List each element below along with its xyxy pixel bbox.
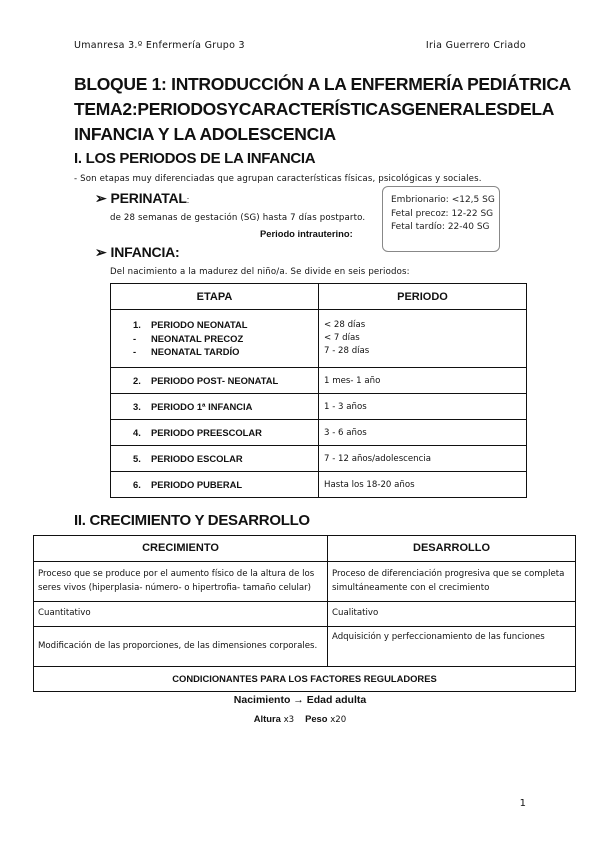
stage-cell bbox=[111, 420, 319, 446]
table-row bbox=[111, 368, 527, 394]
section-2-heading: II. CRECIMIENTO Y DESARROLLO bbox=[74, 512, 310, 529]
note-line: Fetal precoz: 12-22 SG bbox=[391, 208, 494, 219]
height-label: Altura bbox=[253, 713, 281, 724]
weight-value: x20 bbox=[330, 715, 347, 725]
period-cell bbox=[319, 310, 527, 368]
title-word: CARACTERÍSTICAS bbox=[238, 99, 402, 119]
table-header-cell: DESARROLLO bbox=[328, 536, 576, 562]
section-1-heading: I. LOS PERIODOS DE LA INFANCIA bbox=[74, 150, 316, 167]
stage-cell bbox=[111, 310, 319, 368]
arrow-bullet-icon: ➢ bbox=[95, 244, 107, 260]
period-value: < 7 días bbox=[324, 332, 360, 343]
table-row bbox=[34, 602, 576, 627]
table-row bbox=[111, 472, 527, 498]
stage-label: PERIODO PREESCOLAR bbox=[151, 427, 262, 438]
title-line-3: INFANCIA Y LA ADOLESCENCIA bbox=[74, 124, 336, 144]
note-line: Fetal tardío: 22-40 SG bbox=[391, 222, 490, 232]
infancia-label: INFANCIA: bbox=[110, 244, 180, 260]
table-header-cell: ETAPA bbox=[111, 284, 319, 310]
perinatal-suffix: : bbox=[186, 195, 190, 205]
period-value: < 28 días bbox=[324, 319, 366, 330]
stage-number: - bbox=[133, 346, 137, 358]
table-row bbox=[111, 394, 527, 420]
periods-table bbox=[110, 283, 527, 498]
table-header-cell: CRECIMIENTO bbox=[34, 536, 328, 562]
title-word: 2: bbox=[122, 99, 138, 119]
table-cell: Proceso de diferenciación progresiva que se completa simultáneamente con el crecimiento bbox=[328, 562, 576, 602]
stage-number: 1. bbox=[133, 319, 141, 331]
infancia-description: Del nacimiento a la madurez del niño/a. Se divide en seis periodos: bbox=[110, 267, 410, 277]
infancia-heading bbox=[95, 244, 180, 261]
title-word: LA bbox=[531, 99, 555, 119]
stage-number: - bbox=[133, 332, 137, 344]
stage-label: PERIODO ESCOLAR bbox=[151, 453, 243, 464]
title-word: PERIODOS bbox=[137, 99, 228, 119]
table-row bbox=[34, 627, 576, 667]
growth-multipliers bbox=[0, 713, 600, 725]
table-footer-cell: CONDICIONANTES PARA LOS FACTORES REGULADORES bbox=[34, 667, 576, 692]
stage-number: 3. bbox=[133, 401, 141, 412]
period-cell: 1 mes- 1 año bbox=[319, 368, 527, 394]
table-header-row bbox=[34, 536, 576, 562]
stage-number: 4. bbox=[133, 427, 141, 438]
stage-cell bbox=[111, 394, 319, 420]
header-right: Iria Guerrero Criado bbox=[425, 40, 526, 51]
table-cell: Modificación de las proporciones, de las dimensiones corporales. bbox=[34, 627, 328, 667]
table-row bbox=[111, 310, 527, 368]
note-line: Embrionario: <12,5 SG bbox=[391, 195, 495, 205]
stage-label: NEONATAL TARDÍO bbox=[151, 346, 240, 358]
birth-to-adult-line: Nacimiento → Edad adulta bbox=[233, 694, 367, 706]
period-cell: 3 - 6 años bbox=[319, 420, 527, 446]
table-row bbox=[34, 562, 576, 602]
stage-label: PERIODO PUBERAL bbox=[151, 479, 243, 490]
stage-cell bbox=[111, 368, 319, 394]
height-value: x3 bbox=[283, 715, 295, 725]
table-cell: Cuantitativo bbox=[34, 602, 328, 627]
table-footer-row bbox=[34, 667, 576, 692]
header-left: Umanresa 3.º Enfermería Grupo 3 bbox=[74, 40, 245, 51]
page-number: 1 bbox=[519, 798, 526, 809]
perinatal-description: de 28 semanas de gestación (SG) hasta 7 días postparto. bbox=[110, 213, 366, 223]
period-cell: 7 - 12 años/adolescencia bbox=[319, 446, 527, 472]
period-value: 7 - 28 días bbox=[324, 346, 370, 357]
stage-label: NEONATAL PRECOZ bbox=[151, 332, 244, 344]
table-cell: Proceso que se produce por el aumento físico de la altura de los seres vivos (hiperplasia- número- o hipertrofia- tamaño celular) bbox=[34, 562, 328, 602]
perinatal-heading bbox=[95, 190, 189, 207]
growth-development-table bbox=[33, 535, 576, 692]
weight-label: Peso bbox=[305, 713, 328, 724]
stage-cell bbox=[111, 472, 319, 498]
stage-label: PERIODO POST- NEONATAL bbox=[151, 375, 279, 386]
table-cell: Cualitativo bbox=[328, 602, 576, 627]
stage-cell bbox=[111, 446, 319, 472]
intrauterine-note-box bbox=[382, 186, 500, 252]
stage-label: PERIODO 1ª INFANCIA bbox=[151, 401, 253, 412]
table-cell: Adquisición y perfeccionamiento de las funciones bbox=[328, 627, 576, 667]
perinatal-intrauterine-label: Periodo intrauterino: bbox=[260, 228, 353, 239]
table-header-cell: PERIODO bbox=[319, 284, 527, 310]
arrow-bullet-icon: ➢ bbox=[95, 190, 107, 206]
table-header-row bbox=[111, 284, 527, 310]
stage-label: PERIODO NEONATAL bbox=[151, 319, 248, 331]
title-line-2 bbox=[74, 99, 555, 120]
section-1-intro: - Son etapas muy diferenciadas que agrupan características físicas, psicológicas y sociales. bbox=[74, 174, 482, 184]
title-word: TEMA bbox=[74, 99, 123, 119]
title-word: GENERALES bbox=[401, 99, 508, 119]
period-cell: Hasta los 18-20 años bbox=[319, 472, 527, 498]
table-row bbox=[111, 446, 527, 472]
period-cell: 1 - 3 años bbox=[319, 394, 527, 420]
stage-number: 6. bbox=[133, 479, 141, 490]
title-line-1: BLOQUE 1: INTRODUCCIÓN A LA ENFERMERÍA PEDIÁTRICA bbox=[74, 74, 572, 94]
title-word: Y bbox=[227, 99, 239, 119]
table-row bbox=[111, 420, 527, 446]
perinatal-label: PERINATAL bbox=[110, 190, 187, 206]
stage-number: 5. bbox=[133, 453, 141, 464]
title-word: DE bbox=[507, 99, 532, 119]
stage-number: 2. bbox=[133, 375, 141, 386]
